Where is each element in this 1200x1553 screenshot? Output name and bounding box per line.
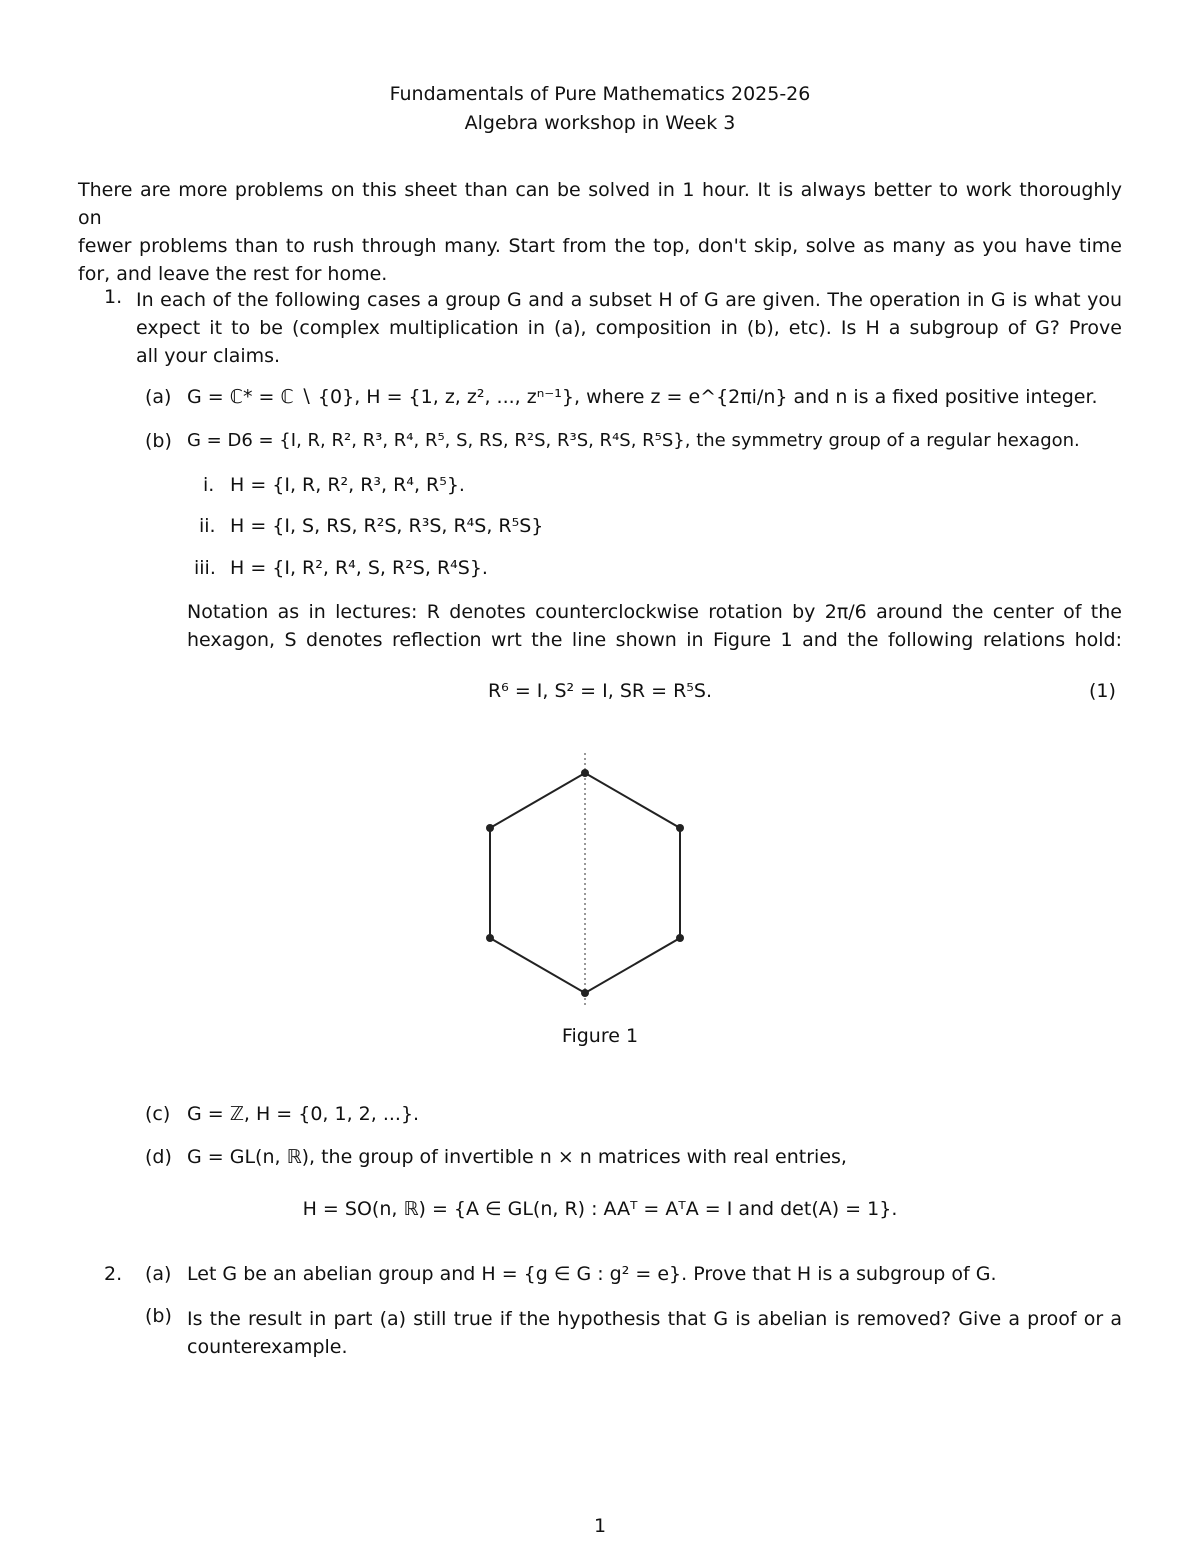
problem-2b-paragraph (187, 1305, 1122, 1361)
hexagon-vertex (676, 824, 684, 832)
problem-1-intro-line: In each of the following cases a group G and a subset H of G are given. The operation in G is what you (136, 289, 1122, 311)
problem-1-intro (136, 286, 1122, 370)
subitem-text: H = {I, S, RS, R²S, R³S, R⁴S, R⁵S} (230, 515, 544, 537)
hexagon-vertex (581, 769, 589, 777)
hexagon-figure (470, 745, 700, 1015)
problem-2a-label: (a) (145, 1263, 172, 1285)
subitem-label: iii. (194, 557, 216, 579)
problem-2b-label: (b) (145, 1305, 172, 1327)
document-subtitle: Algebra workshop in Week 3 (464, 112, 736, 134)
problem-1d-label: (d) (145, 1146, 172, 1168)
document-title: Fundamentals of Pure Mathematics 2025-26 (389, 83, 811, 105)
intro-line: for, and leave the rest for home. (78, 263, 388, 285)
subitem-text: H = {I, R, R², R³, R⁴, R⁵}. (230, 474, 465, 496)
hexagon-vertex (486, 934, 494, 942)
intro-paragraph (78, 176, 1122, 288)
hexagon-vertex (676, 934, 684, 942)
problem-2-number: 2. (104, 1263, 123, 1285)
problem-1b-text: G = D6 = {I, R, R², R³, R⁴, R⁵, S, RS, R²S, R³S, R⁴S, R⁵S}, the symmetry group of a regular hexagon. (187, 430, 1080, 451)
relations-equation: R⁶ = I, S² = I, SR = R⁵S. (487, 680, 713, 702)
problem-1c-label: (c) (145, 1103, 171, 1125)
problem-1b-label: (b) (145, 430, 172, 452)
problem-1c-text: G = ℤ, H = {0, 1, 2, ...}. (187, 1103, 420, 1125)
notation-line: Notation as in lectures: R denotes counterclockwise rotation by 2π/6 around the center of the (187, 601, 1122, 623)
problem-1d-equation: H = SO(n, ℝ) = {A ∈ GL(n, R) : AAᵀ = AᵀA = I and det(A) = 1}. (302, 1198, 898, 1220)
problem-1d-text: G = GL(n, ℝ), the group of invertible n × n matrices with real entries, (187, 1146, 847, 1168)
notation-paragraph (187, 598, 1122, 654)
intro-line: There are more problems on this sheet than can be solved in 1 hour. It is always better to work thoroughly on (78, 179, 1122, 229)
problem-2a-text: Let G be an abelian group and H = {g ∈ G : g² = e}. Prove that H is a subgroup of G. (187, 1263, 997, 1285)
problem-2b-line: Is the result in part (a) still true if the hypothesis that G is abelian is removed? Give a proof or a (187, 1308, 1122, 1330)
figure-caption: Figure 1 (561, 1025, 639, 1047)
hexagon-vertex (581, 989, 589, 997)
problem-1-number: 1. (104, 286, 123, 308)
problem-2b-line: counterexample. (187, 1336, 348, 1358)
problem-1a-label: (a) (145, 386, 172, 408)
hexagon-vertex (486, 824, 494, 832)
page-number: 1 (593, 1515, 607, 1537)
subitem-label: i. (203, 474, 215, 496)
problem-1a-text: G = ℂ* = ℂ ∖ {0}, H = {1, z, z², ..., zⁿ⁻¹}, where z = e^{2πi/n} and n is a fixed positive integer. (187, 386, 1098, 408)
intro-line: fewer problems than to rush through many. Start from the top, don't skip, solve as many as you have time (78, 235, 1122, 257)
subitem-text: H = {I, R², R⁴, S, R²S, R⁴S}. (230, 557, 488, 579)
equation-number: (1) (1089, 680, 1116, 702)
problem-1-intro-line: all your claims. (136, 345, 281, 367)
subitem-label: ii. (199, 515, 216, 537)
problem-1-intro-line: expect it to be (complex multiplication in (a), composition in (b), etc). Is H a subgroup of G? Prove (136, 317, 1122, 339)
notation-line: hexagon, S denotes reflection wrt the line shown in Figure 1 and the following relations hold: (187, 629, 1122, 651)
